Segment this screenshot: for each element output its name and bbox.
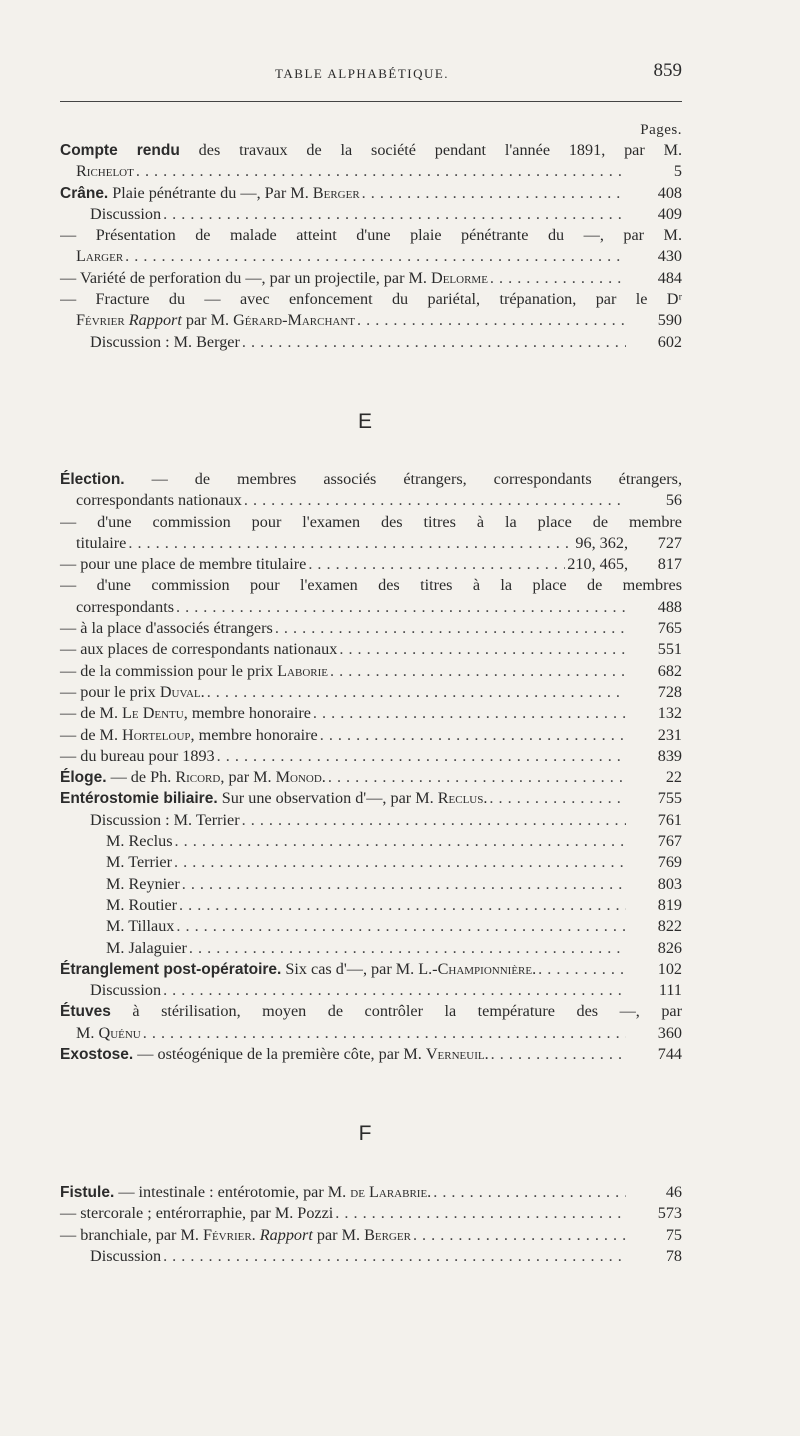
page-ref: 765 — [657, 619, 682, 638]
entry-commission: — d'une commission pour l'examen des titres à la place de membre — [60, 512, 682, 531]
section-c-entries — [60, 140, 682, 353]
page-ref: 826 — [657, 938, 682, 957]
page-ref: 56 — [665, 491, 682, 510]
entry-enterostomie-discussion: Discussion : M. Terrier . . . 761 — [60, 810, 682, 831]
entry-keyword: Fistule. — [60, 1184, 115, 1201]
page-ref: 727 — [657, 533, 682, 552]
page-ref: 488 — [657, 597, 682, 616]
page-number: 859 — [653, 60, 682, 81]
page-ref: 409 — [657, 204, 682, 223]
entry-bureau: — du bureau pour 1893 . . . 839 — [60, 746, 682, 767]
page-ref: 769 — [657, 853, 682, 872]
page-ref: 682 — [657, 661, 682, 680]
entry-branchiale: — branchiale, par M. Février. Rapport par M. Berger . . . 75 — [60, 1225, 682, 1246]
entry-membre-titulaire: — pour une place de membre titulaire . . . 210, 465, 817 — [60, 554, 682, 575]
entry-commission-cont: titulaire . . . 96, 362, 727 — [60, 533, 682, 554]
page-ref: 231 — [657, 725, 682, 744]
page-ref: 551 — [657, 640, 682, 659]
page-ref: 728 — [657, 682, 682, 701]
page-ref: 22 — [665, 768, 682, 787]
page-ref: 111 — [658, 981, 682, 1000]
entry-keyword: Entérostomie biliaire. — [60, 790, 218, 808]
entry-presentation-cont: Larger . . . 430 — [60, 246, 682, 267]
page-ref: 744 — [657, 1045, 682, 1064]
entry-commission-correspondants-cont: correspondants . . . 488 — [60, 597, 682, 618]
header-rule — [60, 101, 682, 102]
page-ref: 755 — [657, 789, 682, 808]
section-e-entries — [60, 469, 682, 1065]
entry-compte-rendu: Compte rendu des travaux de la société pendant l'année 1891, par M. — [60, 141, 682, 159]
entry-keyword: Élection. — [60, 471, 125, 488]
entry-fracture: — Fracture du — avec enfoncement du pariétal, trépanation, par le Dʳ — [60, 290, 682, 309]
entry-reynier: M. Reynier . . . 803 — [60, 874, 682, 895]
entry-etuves-cont: M. Quénu . . . 360 — [60, 1023, 682, 1044]
page-ref: 803 — [657, 874, 682, 893]
page-ref: 102 — [657, 959, 682, 978]
entry-keyword: Crâne. — [60, 184, 109, 202]
page-ref: 822 — [657, 917, 682, 936]
entry-presentation: — Présentation de malade atteint d'une plaie pénétrante du —, par M. — [60, 226, 682, 245]
entry-stercorale: — stercorale ; entérorraphie, par M. Pozzi . . . 573 — [60, 1203, 682, 1224]
page-ref: 78 — [665, 1246, 682, 1265]
entry-le-dentu: — de M. Le Dentu, membre honoraire . . . 132 — [60, 703, 682, 724]
entry-horteloup: — de M. Horteloup, membre honoraire . . . 231 — [60, 725, 682, 746]
entry-eloge: Éloge. — de Ph. Ricord, par M. Monod. . . . 22 — [60, 767, 682, 788]
page-header — [60, 60, 682, 90]
entry-fracture-cont: Février Rapport par M. Gérard-Marchant . . . 590 — [60, 310, 682, 331]
entry-exostose: Exostose. — ostéogénique de la première côte, par M. Verneuil. . . . 744 — [60, 1044, 682, 1065]
page-ref: 210, 465, — [567, 555, 628, 574]
entry-crane-discussion: Discussion . . . 409 — [60, 204, 682, 225]
page-ref: 360 — [657, 1023, 682, 1042]
entry-fistule-discussion: Discussion . . . 78 — [60, 1246, 682, 1267]
entry-fistule: Fistule. — intestinale : entérotomie, par M. de Larabrie. . . . 46 — [60, 1182, 682, 1203]
page-ref: 484 — [657, 268, 682, 287]
page-ref: 96, 362, — [575, 533, 628, 552]
entry-compte-rendu-cont: Richelot . . . 5 — [60, 161, 682, 182]
page-ref: 817 — [657, 555, 682, 574]
entry-keyword: Exostose. — [60, 1046, 134, 1064]
entry-routier: M. Routier . . . 819 — [60, 895, 682, 916]
entry-enterostomie: Entérostomie biliaire. Sur une observation d'—, par M. Reclus. . . . 755 — [60, 788, 682, 809]
pages-column-label: Pages. — [640, 122, 682, 138]
page-ref: 408 — [657, 183, 682, 202]
entry-terrier: M. Terrier . . . 769 — [60, 852, 682, 873]
page-ref: 761 — [657, 810, 682, 829]
entry-keyword: Éloge. — [60, 769, 107, 787]
entry-laborie: — de la commission pour le prix Laborie . . . 682 — [60, 661, 682, 682]
entry-etranglement: Étranglement post-opératoire. Six cas d'—, par M. L.-Championnière. . . . 102 — [60, 959, 682, 980]
page-ref: 573 — [657, 1204, 682, 1223]
entry-variete: — Variété de perforation du —, par un projectile, par M. Delorme . . . 484 — [60, 268, 682, 289]
entry-fracture-discussion: Discussion : M. Berger . . . 602 — [60, 332, 682, 353]
section-letter-f: F — [358, 1122, 372, 1145]
page-ref: 132 — [657, 704, 682, 723]
section-f-entries — [60, 1182, 682, 1267]
running-title: TABLE ALPHABÉTIQUE. — [275, 66, 450, 81]
entry-correspondants: — aux places de correspondants nationaux . . . 551 — [60, 639, 682, 660]
page-ref: 767 — [657, 832, 682, 851]
entry-crane: Crâne. Plaie pénétrante du —, Par M. Berger . . . 408 — [60, 183, 682, 204]
entry-jalaguier: M. Jalaguier . . . 826 — [60, 938, 682, 959]
entry-tillaux: M. Tillaux . . . 822 — [60, 916, 682, 937]
page-ref: 819 — [657, 895, 682, 914]
entry-election: Élection. — de membres associés étrangers, correspondants étrangers, — [60, 470, 682, 488]
entry-duval: — pour le prix Duval. . . . 728 — [60, 682, 682, 703]
entry-keyword: Étranglement post-opératoire. — [60, 960, 282, 978]
page-ref: 46 — [665, 1183, 682, 1201]
section-letter-e: E — [357, 410, 372, 433]
entry-associes: — à la place d'associés étrangers . . . 765 — [60, 618, 682, 639]
entry-commission-correspondants: — d'une commission pour l'examen des titres à la place de membres — [60, 576, 682, 595]
page-ref: 602 — [657, 332, 682, 351]
entry-keyword: Étuves — [60, 1003, 111, 1021]
entry-etuves: Étuves à stérilisation, moyen de contrôler la température des —, par — [60, 1002, 682, 1021]
page-ref: 590 — [657, 311, 682, 330]
page-ref: 75 — [665, 1225, 682, 1244]
page-ref: 5 — [673, 162, 682, 181]
page-ref: 430 — [657, 247, 682, 266]
entry-reclus: M. Reclus . . . 767 — [60, 831, 682, 852]
page-ref: 839 — [657, 746, 682, 765]
entry-keyword: Compte rendu — [60, 142, 180, 159]
entry-etranglement-discussion: Discussion . . . 111 — [60, 980, 682, 1001]
entry-election-cont: correspondants nationaux . . . 56 — [60, 490, 682, 511]
